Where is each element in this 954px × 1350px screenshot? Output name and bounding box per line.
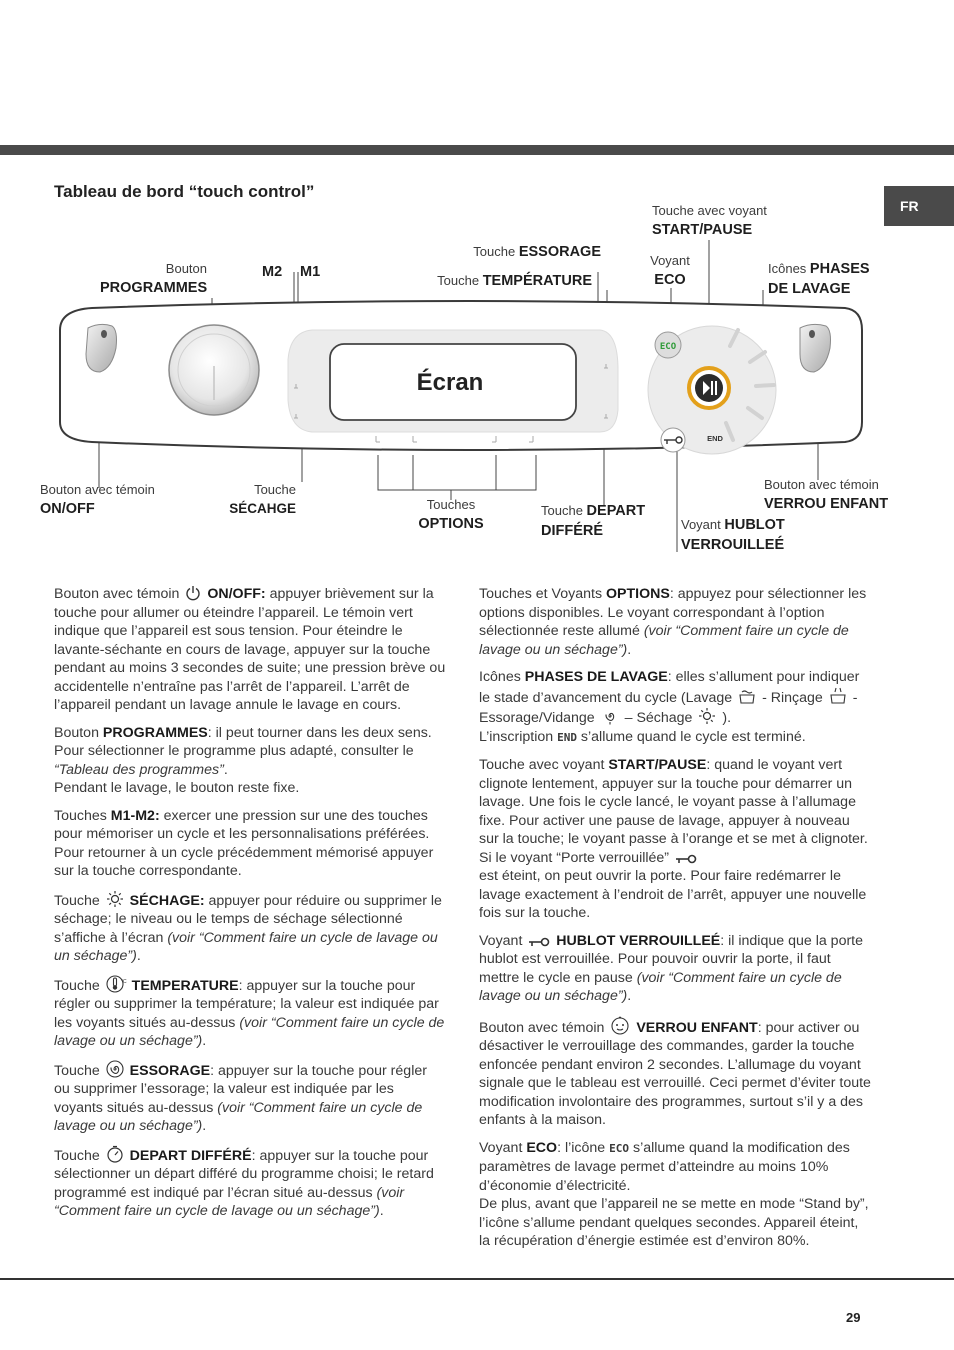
- para-temperature: Touche °C TEMPERATURE: appuyer sur la touche pour régler ou supprimer la température; la valeur est indiquée par les voyants situés au-dessus (voir “Comment faire un cycle de lavage ou un séchage”).: [54, 975, 446, 1051]
- label-options: Touches OPTIONS: [418, 497, 484, 532]
- para-options: Touches et Voyants OPTIONS: appuyez pour sélectionner les options disponibles. Le voyant correspondant à l’option sélectionnée reste allumé (voir “Comment faire un cycle de lavage ou un séchage”).: [479, 586, 867, 658]
- para-start-pause: Touche avec voyant START/PAUSE: quand le voyant vert clignote lentement, appuyer sur la touche pour démarrer un lavage. Une fois le cycle lancé, le voyant passe à l’allumage fixe. Pour activer une pause de lavage, appuyer à nouveau sur la touche; le voyant passe à l’orange et se met à clignoter. Si le voyant “Porte verrouillée” est éteint, on peut ouvrir la porte. Pour faire redémarrer le lavage exactement à l’endroit de l’arrêt, appuyer une nouvelle fois sur la touche.: [479, 757, 868, 921]
- label-start-pause: Touche avec voyant START/PAUSE: [652, 203, 767, 238]
- child-face-icon: [610, 1015, 630, 1035]
- para-programmes: Bouton PROGRAMMES: il peut tourner dans les deux sens. Pour sélectionner le programme plus adapté, consulter le “Tableau des programmes”. Pendant le lavage, le bouton reste fixe.: [54, 724, 432, 796]
- label-m1: M1: [300, 264, 321, 280]
- clock-icon: [106, 1145, 124, 1163]
- drain-icon: [601, 707, 619, 725]
- top-rule: [0, 145, 954, 155]
- label-phases: Icônes PHASES DE LAVAGE: [768, 261, 870, 297]
- rinse-icon: [829, 687, 847, 705]
- para-phases: Icônes PHASES DE LAVAGE: elles s’allument pour indiquer le stade d’avancement du cycle (Lavage - Rinçage - Essorage/Vidange – Séchage ). L’inscription END s’allume quand le cycle est terminé.: [479, 669, 860, 745]
- page-number: 29: [846, 1310, 861, 1325]
- thermometer-icon: [106, 975, 126, 993]
- key-icon: [675, 853, 697, 865]
- para-on-off: Bouton avec témoin ON/OFF: appuyer brièvement sur la touche pour allumer ou éteindre l’appareil. Le témoin vert indique que l’appareil est sous tension. Pour éteindre le lavante-séchante en cours de lavage, appuyer sur la touche pendant au moins 3 secondes de suite; une pression brève ou accidentelle n’entraîne pas l’arrêt de l’appareil. L’arrêt de l’appareil pendant un lavage annule le lavage en cours.: [54, 586, 446, 713]
- label-essorage: Touche ESSORAGE: [473, 244, 601, 260]
- wash-icon: [738, 687, 756, 705]
- label-temperature: Touche TEMPÉRATURE: [437, 273, 592, 289]
- label-depart-differe: Touche DEPART DIFFÉRÉ: [541, 503, 646, 539]
- para-m1-m2: Touches M1-M2: exercer une pression sur une des touches pour mémoriser un cycle et les personnalisations préférées. Pour retourner à un cycle précédemment mémorisé appuyer sur la touche correspondante.: [54, 807, 434, 879]
- svg-text:°C: °C: [120, 978, 127, 985]
- label-verrou-enfant: Bouton avec témoin VERROU ENFANT: [764, 477, 889, 512]
- label-hublot: Voyant HUBLOT VERROUILLEÉ: [681, 517, 785, 553]
- para-hublot: Voyant HUBLOT VERROUILLEÉ: il indique que la porte hublot est verrouillée. Pour pouvoir ouvrir la porte, il faut mettre le cycle en pause (voir “Comment faire un cycle de lavage ou un séchage”).: [479, 932, 864, 1004]
- power-icon: [185, 585, 201, 601]
- label-sechage: Touche SÉCAHGE: [229, 482, 296, 516]
- svg-text:ECO: ECO: [659, 342, 677, 352]
- para-verrou-enfant: Bouton avec témoin VERROU ENFANT: pour activer ou désactiver le verrouillage des commandes, garder la touche enfoncée pendant environ 2 secondes. L’allumage du voyant signale que le tableau est verrouillé. Ceci permet d’éviter toute modification involontaire des programmes, surtout s’il y a des enfants à la maison.: [479, 1015, 871, 1130]
- label-programmes: Bouton PROGRAMMES: [100, 261, 208, 296]
- dry-icon: [698, 707, 716, 725]
- end-glyph: END: [557, 730, 577, 744]
- para-depart-differe: Touche DEPART DIFFÉRÉ: appuyer sur la touche pour sélectionner un départ différé du programme choisi; le retard programmé est indiqué par l’écran situé au-dessus (voir “Comment faire un cycle de lavage ou un séchage”).: [54, 1145, 446, 1221]
- label-on-off: Bouton avec témoin ON/OFF: [40, 482, 155, 517]
- para-sechage: Touche SÉCHAGE: appuyer pour réduire ou supprimer le séchage; le niveau ou le temps de séchage sélectionné s’affiche à l’écran (voir “Comment faire un cycle de lavage ou un séchage”).: [54, 890, 446, 966]
- para-eco: Voyant ECO: l’icône ECO s’allume quand la modification des paramètres de lavage permet d’atteindre au moins 10% d’économie d’électricité. De plus, avant que l’appareil ne se mette en mode “Stand by”, l’icône s’allume pendant quelques secondes. Appareil éteint, la récupération d’énergie estimée est d’environ 80%.: [479, 1139, 869, 1249]
- eco-glyph: ECO: [609, 1141, 630, 1155]
- bottom-rule: [0, 1278, 954, 1280]
- right-column: [479, 585, 871, 1260]
- svg-text:END: END: [707, 434, 723, 443]
- para-essorage: Touche ESSORAGE: appuyer sur la touche pour régler ou supprimer l’essorage; la valeur est indiquée par les voyants situés au-dessus (voir “Comment faire un cycle de lavage ou un séchage”).: [54, 1060, 446, 1136]
- lock-key-icon: [528, 936, 550, 948]
- screen-label: Écran: [416, 369, 484, 396]
- label-m2: M2: [262, 264, 283, 280]
- spin-icon: [106, 1060, 124, 1078]
- label-eco: Voyant ECO: [650, 253, 690, 288]
- control-panel-diagram: [0, 290, 954, 550]
- section-title: Tableau de bord “touch control”: [54, 182, 315, 201]
- left-column: [54, 585, 446, 1230]
- language-tab: FR: [884, 186, 954, 226]
- sun-icon: [106, 890, 124, 908]
